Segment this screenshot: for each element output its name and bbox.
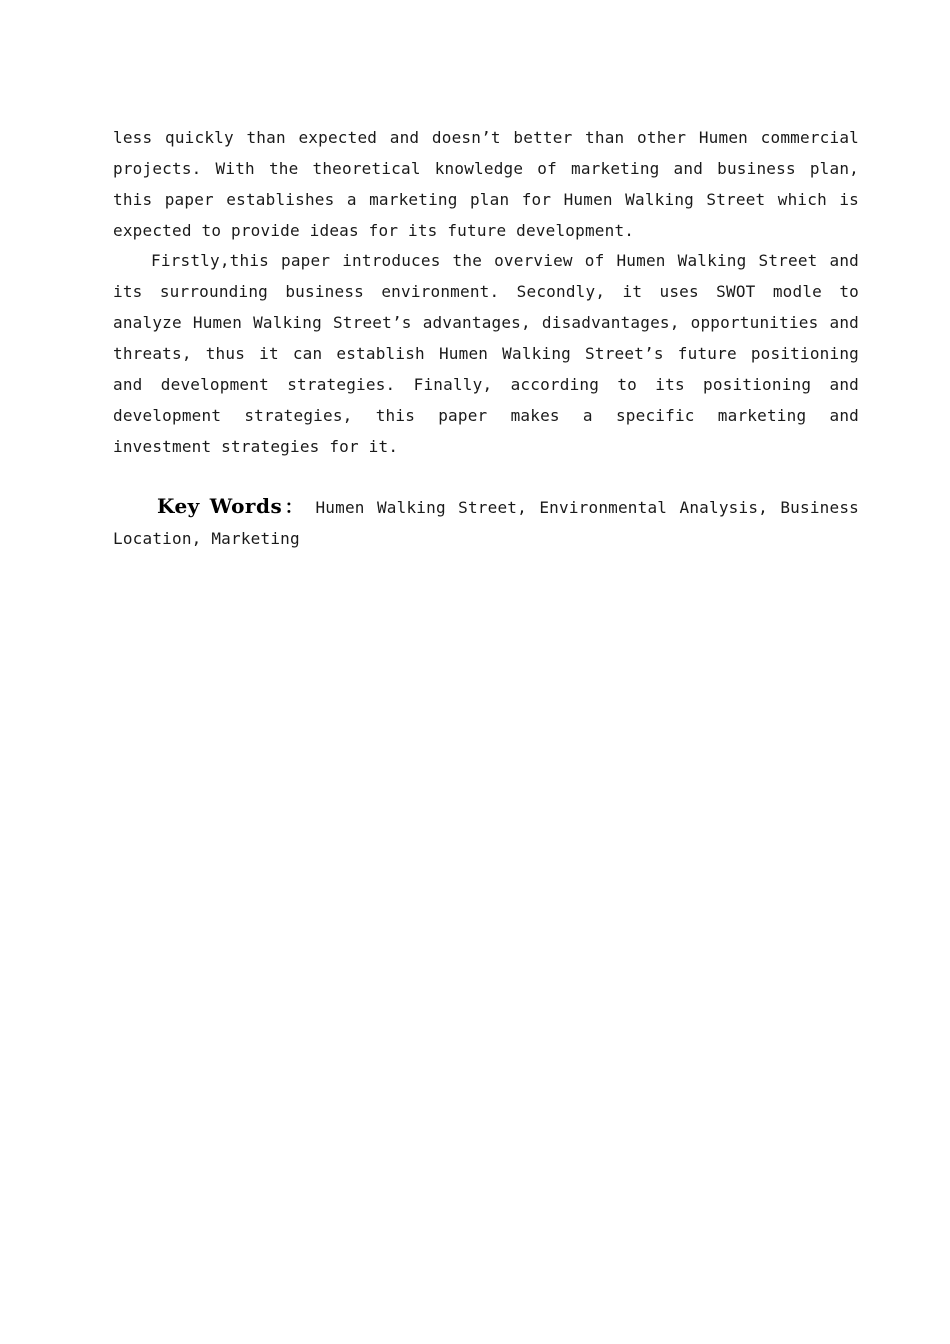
- abstract-paragraph-methodology: Firstly,this paper introduces the overview of Humen Walking Street and its surrounding business environment. Secondly, it uses SWOT modle to analyze Humen Walking Street’s advantages, disadvantages, opportunities and threats, thus it can establish Humen Walking Street’s future positioning and development strategies. Finally, according to its positioning and development strategies, this paper makes a specific marketing and investment strategies for it.: [113, 251, 859, 456]
- keywords-label: Key Words: [157, 494, 283, 518]
- keywords-line: [113, 491, 859, 554]
- keywords-text: Humen Walking Street, Environmental Analysis, Business Location, Marketing: [113, 498, 859, 548]
- abstract-paragraph-continued: less quickly than expected and doesn’t better than other Humen commercial projects. With the theoretical knowledge of marketing and business plan, this paper establishes a marketing plan for Humen Walking Street which is expected to provide ideas for its future development.: [113, 128, 859, 240]
- keywords-separator: ：: [282, 497, 306, 518]
